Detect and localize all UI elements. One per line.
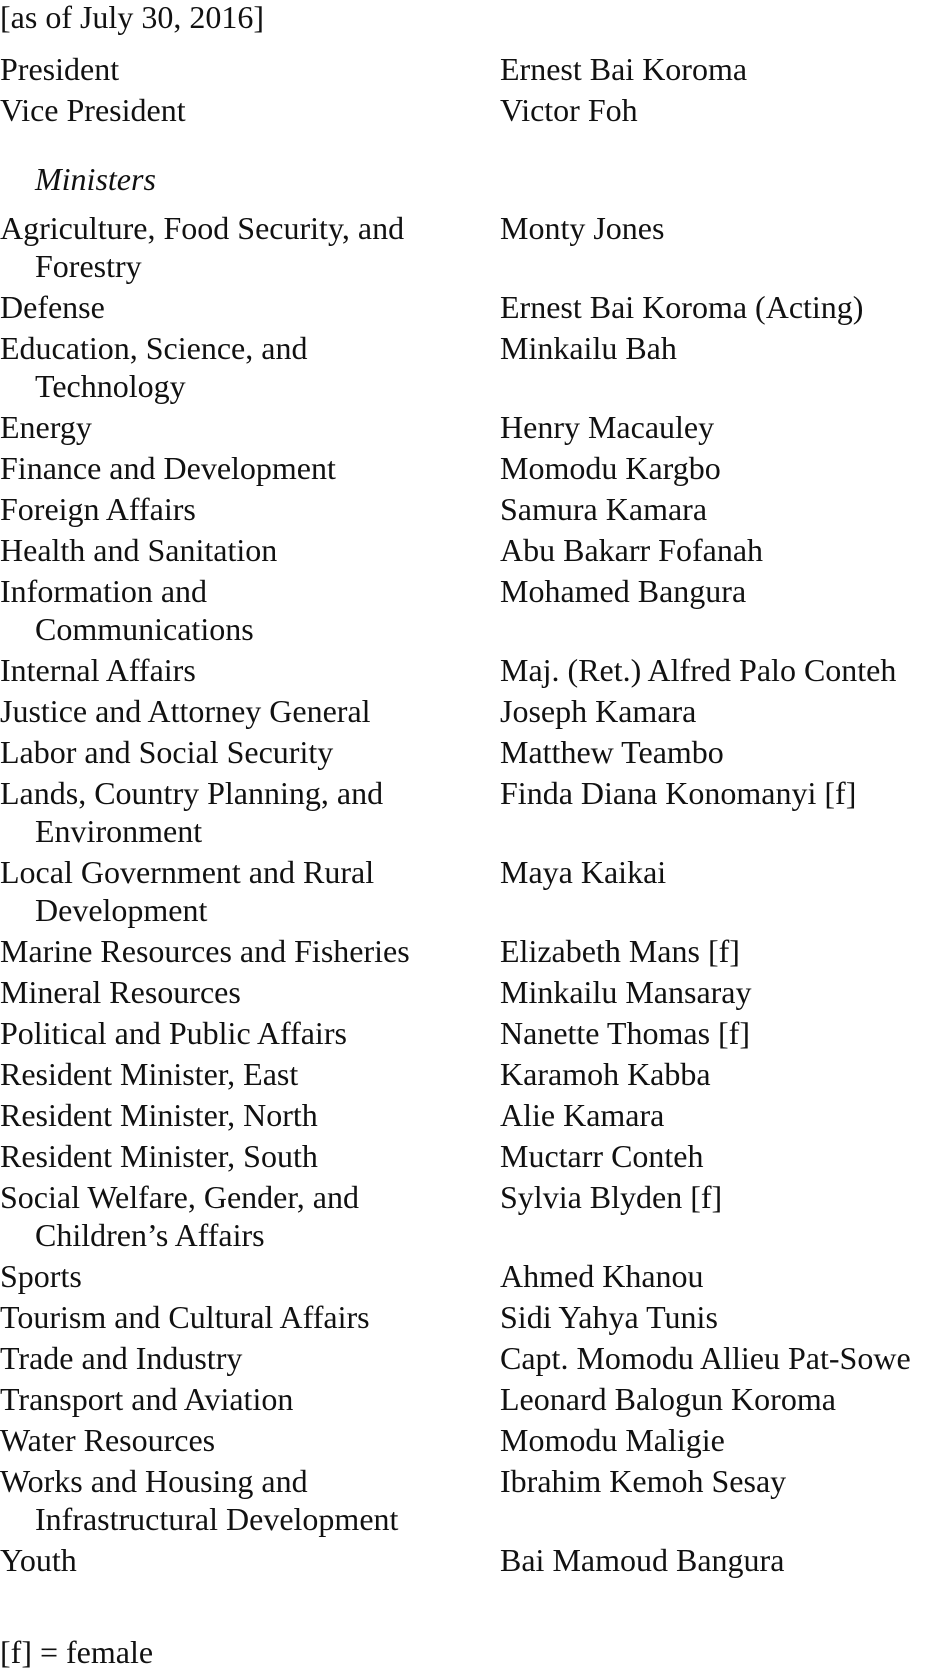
minister-name: Minkailu Bah [500,330,677,366]
minister-name: Alie Kamara [500,1097,665,1133]
ministry-label-line: Agriculture, Food Security, and [0,210,405,246]
minister-name: Matthew Teambo [500,734,724,770]
ministry-row [0,288,951,329]
ministry-label [0,1339,470,1377]
ministry-row [0,973,951,1014]
ministry-row [0,329,951,408]
ministry-row [0,853,951,932]
minister-name: Monty Jones [500,210,665,246]
minister-name: Sidi Yahya Tunis [500,1299,718,1335]
minister-name: Ibrahim Kemoh Sesay [500,1463,787,1499]
ministry-label-line: Local Government and Rural [0,854,375,890]
ministry-label-continuation: Environment [35,813,203,849]
ministry-row [0,408,951,449]
ministry-row [0,1339,951,1380]
ministry-label-line: Information and [0,573,208,609]
ministry-label-line: Political and Public Affairs [0,1015,347,1051]
ministry-label [0,531,470,569]
ministry-row [0,692,951,733]
minister-name: Maya Kaikai [500,854,667,890]
ministry-row [0,733,951,774]
ministry-label [0,288,470,326]
leader-title: President [0,51,120,87]
minister-name: Maj. (Ret.) Alfred Palo Conteh [500,652,897,688]
ministry-label [0,572,470,648]
ministry-row [0,651,951,692]
ministry-row [0,932,951,973]
minister-name: Leonard Balogun Koroma [500,1381,836,1417]
minister-name: Muctarr Conteh [500,1138,704,1174]
ministers-heading: Ministers [35,161,156,197]
ministry-label [0,1380,470,1418]
ministry-label-line: Water Resources [0,1422,216,1458]
ministry-label-line: Lands, Country Planning, and [0,775,384,811]
ministry-label-continuation: Development [35,892,208,928]
ministry-label-line: Sports [0,1258,82,1294]
ministry-row [0,572,951,651]
ministry-label-line: Youth [0,1542,77,1578]
leaders-list [0,50,951,129]
ministry-label [0,1462,470,1538]
ministry-label [0,1541,470,1579]
ministry-label [0,973,470,1011]
ministry-label-line: Trade and Industry [0,1340,243,1376]
ministry-label-line: Finance and Development [0,450,336,486]
ministry-label [0,490,470,528]
ministry-label [0,853,470,929]
ministry-row [0,449,951,490]
ministry-label [0,774,470,850]
minister-name: Sylvia Blyden [f] [500,1179,723,1215]
ministry-row [0,1462,951,1541]
minister-name: Elizabeth Mans [f] [500,933,740,969]
minister-name: Henry Macauley [500,409,715,445]
ministry-row [0,1298,951,1339]
minister-name: Finda Diana Konomanyi [f] [500,775,857,811]
leader-row-vice-president [0,91,951,129]
ministry-label-line: Health and Sanitation [0,532,278,568]
minister-name: Minkailu Mansaray [500,974,752,1010]
ministry-label [0,1014,470,1052]
ministry-label [0,692,470,730]
minister-name: Ernest Bai Koroma (Acting) [500,289,864,325]
ministry-label-continuation: Communications [35,611,254,647]
minister-name: Karamoh Kabba [500,1056,711,1092]
leader-row-president [0,50,951,88]
ministry-label-line: Defense [0,289,105,325]
ministry-label-continuation: Children’s Affairs [35,1217,265,1253]
ministry-row [0,1014,951,1055]
ministry-label-line: Works and Housing and [0,1463,308,1499]
ministry-label-line: Labor and Social Security [0,734,334,770]
ministry-row [0,531,951,572]
ministry-label-line: Foreign Affairs [0,491,196,527]
ministry-label-line: Tourism and Cultural Affairs [0,1299,370,1335]
ministry-label-line: Internal Affairs [0,652,196,688]
ministry-row [0,490,951,531]
ministry-label [0,1137,470,1175]
ministry-label [0,733,470,771]
ministry-label [0,1096,470,1134]
ministry-row [0,209,951,288]
ministry-row [0,1541,951,1582]
minister-name: Bai Mamoud Bangura [500,1542,785,1578]
minister-name: Momodu Maligie [500,1422,725,1458]
ministry-label [0,408,470,446]
ministry-label-line: Social Welfare, Gender, and [0,1179,359,1215]
minister-name: Joseph Kamara [500,693,697,729]
minister-name: Capt. Momodu Allieu Pat-Sowe [500,1340,911,1376]
ministry-label-line: Justice and Attorney General [0,693,371,729]
ministry-label-line: Resident Minister, North [0,1097,318,1133]
ministries-list [0,209,951,1582]
minister-name: Nanette Thomas [f] [500,1015,750,1051]
minister-name: Ahmed Khanou [500,1258,704,1294]
ministry-label [0,1421,470,1459]
ministry-row [0,774,951,853]
minister-name: Mohamed Bangura [500,573,747,609]
minister-name: Samura Kamara [500,491,708,527]
ministry-label-continuation: Forestry [35,248,142,284]
ministry-label [0,449,470,487]
ministry-label-line: Education, Science, and [0,330,308,366]
ministry-row [0,1055,951,1096]
ministry-label-line: Marine Resources and Fisheries [0,933,410,969]
minister-name: Abu Bakarr Fofanah [500,532,764,568]
ministry-label [0,209,470,285]
ministry-label-line: Energy [0,409,92,445]
ministry-label-line: Resident Minister, South [0,1138,318,1174]
ministry-row [0,1380,951,1421]
ministry-label [0,329,470,405]
ministry-label-continuation: Infrastructural Development [35,1501,399,1537]
leader-name: Ernest Bai Koroma [500,51,748,87]
minister-name: Momodu Kargbo [500,450,721,486]
ministry-row [0,1257,951,1298]
leader-title: Vice President [0,92,186,128]
ministry-row [0,1096,951,1137]
ministry-label [0,1257,470,1295]
footnote: [f] = female [0,1634,154,1670]
ministry-label [0,1055,470,1093]
ministry-label [0,932,470,970]
ministry-label-line: Transport and Aviation [0,1381,294,1417]
ministry-label-continuation: Technology [35,368,186,404]
ministry-row [0,1178,951,1257]
ministry-label-line: Mineral Resources [0,974,241,1010]
as-of-date: [as of July 30, 2016] [0,0,264,35]
ministry-row [0,1137,951,1178]
ministry-label [0,651,470,689]
leader-name: Victor Foh [500,92,638,128]
ministry-label [0,1178,470,1254]
ministry-row [0,1421,951,1462]
ministry-label-line: Resident Minister, East [0,1056,299,1092]
ministry-label [0,1298,470,1336]
